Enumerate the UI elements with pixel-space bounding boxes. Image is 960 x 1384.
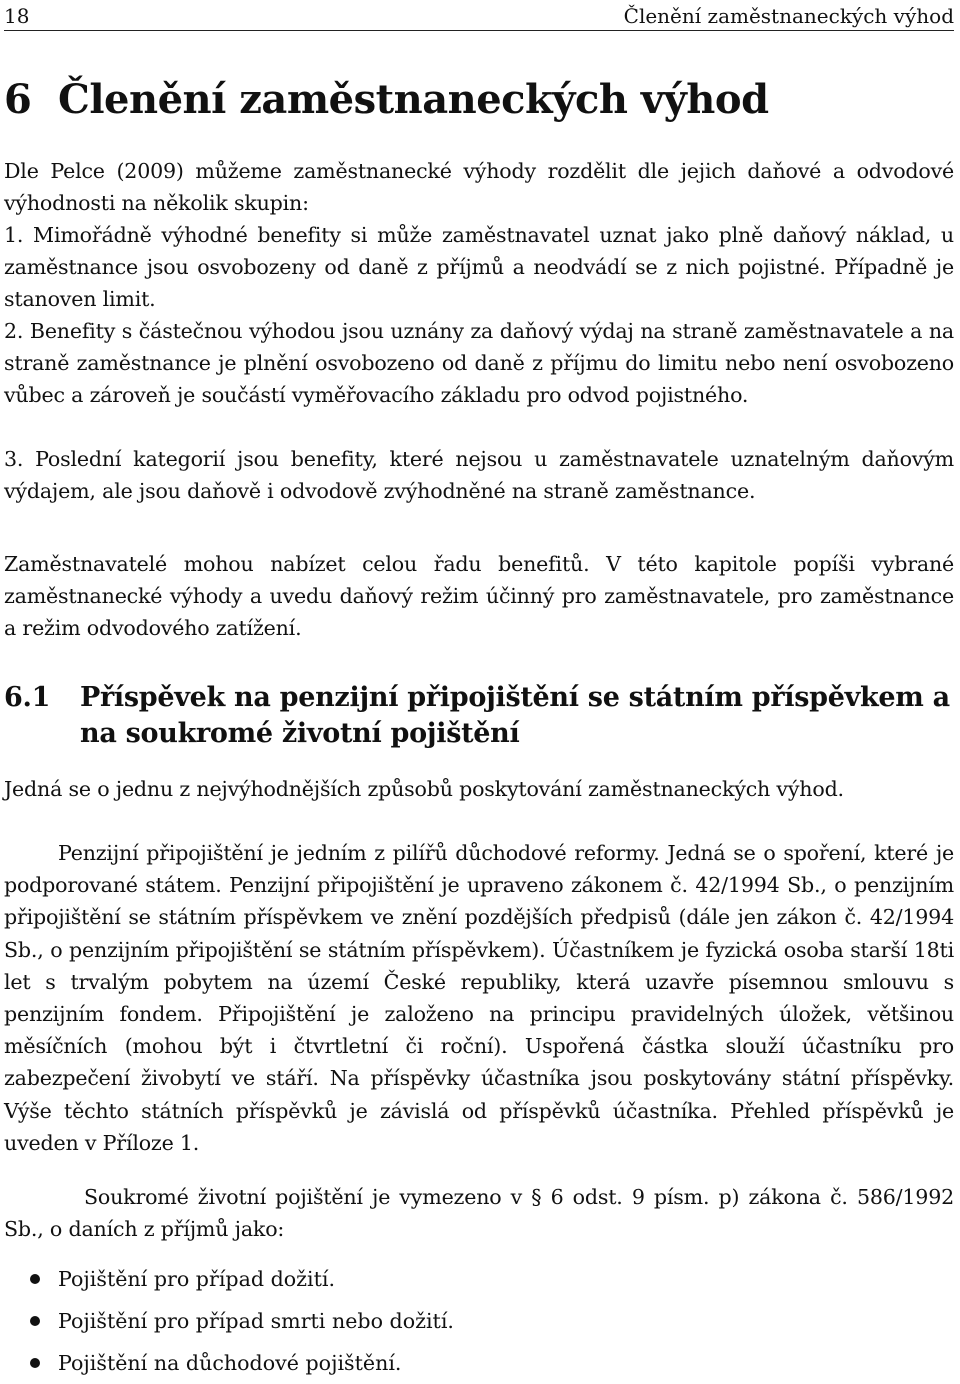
- list-item: [4, 1258, 904, 1300]
- section-heading: [4, 680, 954, 752]
- intro-paragraph: Dle Pelce (2009) můžeme zaměstnanecké výhody rozdělit dle jejich daňové a odvodové výhodnosti na několik skupin:: [4, 159, 954, 216]
- section-title: Příspěvek na penzijní připojištění se státním příspěvkem a na soukromé životní pojištění: [80, 682, 950, 749]
- chapter-heading: [4, 72, 954, 128]
- bullet-icon: [30, 1358, 40, 1368]
- running-header: [4, 2, 954, 31]
- list-item-text: Pojištění na důchodové pojištění.: [58, 1351, 402, 1375]
- section-paragraph-1: Jedná se o jednu z nejvýhodnějších způsobů poskytování zaměstnaneckých výhod.: [4, 777, 844, 801]
- section-paragraph-3: Soukromé životní pojištění je vymezeno v § 6 odst. 9 písm. p) zákona č. 586/1992 Sb., o daních z příjmů jako:: [4, 1185, 954, 1242]
- bullet-icon: [30, 1316, 40, 1326]
- category-item-2: 2. Benefity s částečnou výhodou jsou uznány za daňový výdaj na straně zaměstnavatele a na straně zaměstnance je plnění osvobozeno od daně z příjmu do limitu nebo není osvobozeno vůbec a zároveň je součástí vyměřovacího základu pro odvod pojistného.: [4, 319, 954, 408]
- page-number: 18: [4, 4, 30, 28]
- running-title: Členění zaměstnaneckých výhod: [623, 4, 954, 28]
- list-item-text: Pojištění pro případ dožití.: [58, 1267, 336, 1291]
- chapter-number: 6: [4, 76, 32, 123]
- list-item: [4, 1300, 904, 1342]
- category-item-1: 1. Mimořádně výhodné benefity si může zaměstnavatel uznat jako plně daňový náklad, u zaměstnance jsou osvobozeny od daně z příjmů a neodvádí se z nich pojistné. Případně je stanoven limit.: [4, 223, 954, 312]
- category-item-3: 3. Poslední kategorií jsou benefity, které nejsou u zaměstnavatele uznatelným daňovým výdajem, ale jsou daňově i odvodově zvýhodněné na straně zaměstnance.: [4, 447, 954, 504]
- chapter-title: Členění zaměstnaneckých výhod: [58, 76, 769, 123]
- list-item-text: Pojištění pro případ smrti nebo dožití.: [58, 1309, 454, 1333]
- bullet-icon: [30, 1274, 40, 1284]
- section-number: 6.1: [4, 682, 51, 713]
- section-paragraph-2: Penzijní připojištění je jedním z pilířů důchodové reformy. Jedná se o spoření, které je podporované státem. Penzijní připojištění je upraveno zákonem č. 42/1994 Sb., o penzijním připojištění se státním příspěvkem ve znění pozdějších předpisů (dále jen zákon č. 42/1994 Sb., o penzijním připojištění se státním příspěvkem). Účastníkem je fyzická osoba starší 18ti let s trvalým pobytem na území České republiky, která uzavře písemnou smlouvu s penzijním fondem. Připojištění je založeno na principu pravidelných úložek, většinou měsíčních (mohou být i čtvrtletní či roční). Uspořená částka slouží účastníku pro zabezpečení živobytí ve stáří. Na příspěvky účastníka jsou poskytovány státní příspěvky. Výše těchto státních příspěvků je závislá od příspěvků účastníka. Přehled příspěvků je uveden v Příloze 1.: [4, 841, 954, 1155]
- bullet-list: [4, 1258, 904, 1384]
- list-item: [4, 1342, 904, 1384]
- chapter-summary-paragraph: Zaměstnavatelé mohou nabízet celou řadu benefitů. V této kapitole popíši vybrané zaměstnanecké výhody a uvedu daňový režim účinný pro zaměstnavatele, pro zaměstnance a režim odvodového zatížení.: [4, 552, 954, 641]
